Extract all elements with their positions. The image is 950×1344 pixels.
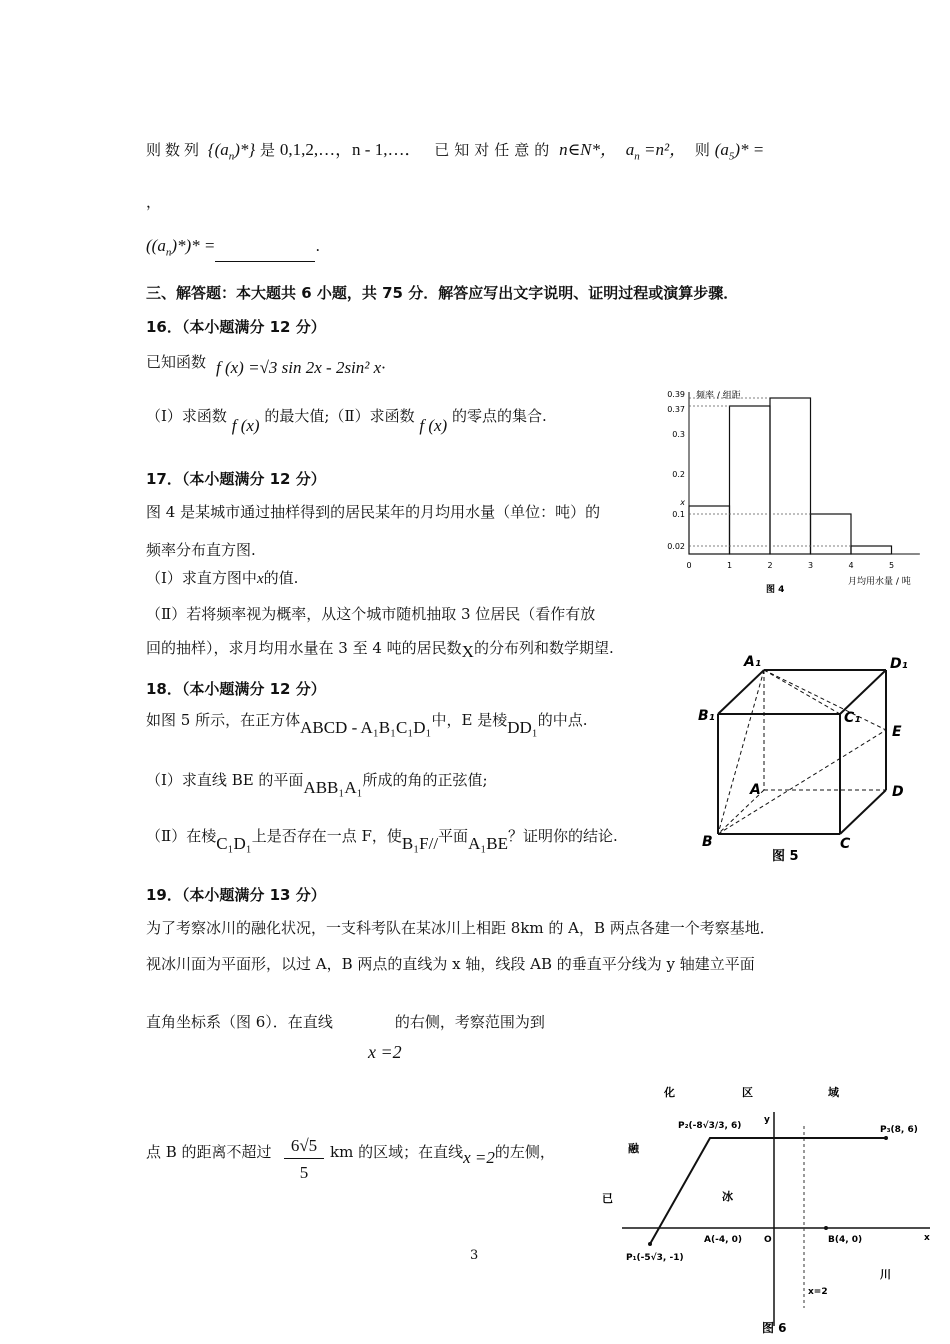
q19-frac-num: 6√5 [284, 1136, 324, 1159]
q18-cube: ABCD - A₁B₁C₁D₁ [300, 718, 432, 737]
q19-l4b: km 的区域；在直线 [330, 1143, 464, 1161]
math-an: $a_n =n^2$， [625, 140, 687, 163]
q16-fx2: f (x) [419, 416, 448, 435]
q18-p1b: 所成的角的正弦值; [362, 771, 488, 789]
label-b: B [702, 834, 713, 850]
section-3-title: 三、解答题：本大题共 6 小题，共 75 分．解答应写出文字说明、证明过程或演算步骤． [146, 284, 739, 302]
q17-X: X [461, 642, 474, 661]
q16-function-expr: f (x) =√3 sin 2x - 2sin² x [216, 358, 382, 377]
fig4-y-tick-label: 0.3 [672, 430, 685, 439]
label-x-axis: x [924, 1233, 930, 1243]
figure-5-cube [696, 650, 918, 866]
q17-part2c: 的分布列和数学期望. [473, 639, 614, 657]
q16-fx1: f (x) [231, 416, 260, 435]
text-known: 已知对任意的 [434, 141, 555, 159]
q19-line-x2: x =2 [368, 1042, 402, 1062]
q18-part2 [146, 826, 618, 853]
point-p3 [884, 1136, 888, 1140]
fig6-caption: 图 6 [762, 1321, 787, 1335]
fig4-y-tick-label: 0.1 [672, 510, 685, 519]
label-p1: P₁(-5√3, -1) [626, 1253, 684, 1263]
label-origin: O [764, 1235, 772, 1245]
q17-heading: 17．（本小题满分 12 分） [146, 470, 326, 488]
label-c: C [840, 836, 851, 852]
fig4-bar [851, 546, 892, 554]
fig4-x-tick-label: 4 [848, 561, 854, 570]
q19-frac-den: 5 [299, 1163, 309, 1182]
q19-line1: 为了考察冰川的融化状况，一支科考队在某冰川上相距 8km 的 A，B 两点各建一个考察基地． [146, 919, 775, 937]
q19-line2: 视冰川面为平面形，以过 A，B 两点的直线为 x 轴，线段 AB 的垂直平分线为 y 轴建立平面 [146, 955, 755, 973]
math-cond: n∈N*， [559, 140, 617, 159]
q19-line4 [146, 1142, 272, 1162]
page-number: 3 [470, 1248, 479, 1263]
q19-l3b: 的右侧，考察范围为到 [394, 1013, 545, 1031]
q17-part2b [146, 638, 614, 661]
fig4-x-tick-label: 0 [686, 561, 692, 570]
text-prefix: 则数列 [146, 141, 204, 159]
label-a1: A₁ [744, 654, 761, 670]
sequence-statement-line [146, 140, 764, 166]
label-c1: C₁ [844, 710, 861, 726]
fig4-xlabel: 月均用水量 / 吨 [848, 577, 911, 587]
edge-d1-c1 [840, 670, 886, 714]
q18-line1 [146, 710, 588, 737]
region-qu: 区 [742, 1086, 753, 1099]
label-a: A [750, 782, 761, 798]
q16-part1: （Ⅰ）求函数 [146, 407, 227, 425]
label-y-axis: y [764, 1115, 770, 1125]
q18-plane-abb1a1: ABB₁A₁ [303, 778, 363, 797]
fig4-y-tick-label: 0.39 [667, 390, 685, 399]
label-e: E [892, 724, 902, 740]
answer-blank[interactable] [215, 243, 315, 262]
fig4-y-tick-label: 0.02 [667, 542, 685, 551]
q18-p2b: 上是否存在一点 F，使 [251, 827, 402, 845]
q18-p1a: （Ⅰ）求直线 BE 的平面 [146, 771, 304, 789]
q19-l4c: 的左侧， [494, 1143, 555, 1161]
edge-a1-b1 [718, 670, 764, 714]
q18-dd1: DD₁ [507, 718, 538, 737]
label-x2-line: x=2 [808, 1287, 828, 1297]
q18-p2c: 平面 [438, 827, 469, 845]
q18-l1b: 中，E 是棱 [431, 711, 508, 729]
label-p2: P₂(-8√3/3, 6) [678, 1121, 742, 1131]
region-chuan: 川 [880, 1268, 891, 1281]
fig4-y-tick-label: x [680, 498, 685, 507]
fig4-bar [689, 506, 730, 554]
q19-l4x: x =2 [463, 1148, 495, 1167]
fig4-ylabel: 频率 / 组距 [696, 391, 741, 401]
point-b [824, 1226, 828, 1230]
q17-x: x [256, 571, 264, 587]
label-d1: D₁ [890, 656, 908, 672]
fig4-y-tick-label: 0.37 [667, 405, 685, 414]
fig4-bar [811, 514, 852, 554]
q18-plane-a1be: A₁BE [468, 834, 508, 853]
fig4-bar [730, 406, 771, 554]
label-b1: B₁ [698, 708, 715, 724]
q18-part1 [146, 770, 488, 797]
fig4-x-tick-label: 1 [726, 561, 733, 570]
label-d: D [892, 784, 904, 800]
point-p1 [648, 1242, 652, 1246]
q19-l3a: 直角坐标系（图 6）．在直线 [146, 1013, 333, 1031]
math-seq: $\{(a_n)*\}$ [207, 140, 256, 163]
fig4-x-tick-label: 5 [888, 561, 895, 570]
q17-part2a: （Ⅱ）若将频率视为概率，从这个城市随机抽取 3 位居民（看作有放 [146, 605, 596, 623]
q16-heading: 16．（本小题满分 12 分） [146, 318, 326, 336]
label-b-point: B(4, 0) [828, 1235, 863, 1245]
q17-part1-end: 的值. [263, 569, 299, 587]
q18-edge-c1d1: C₁D₁ [216, 834, 252, 853]
line-a1-c1 [764, 670, 840, 714]
region-yi: 已 [602, 1192, 613, 1205]
q18-p2a: （Ⅱ）在棱 [146, 827, 217, 845]
fig4-y-tick-label: 0.2 [672, 470, 685, 479]
q18-b1f-parallel: B₁F// [401, 834, 439, 853]
q17-part1-text: （Ⅰ）求直方图中 [146, 569, 257, 587]
q17-part1 [146, 568, 298, 589]
math-a5: $(a_5)*$ = [714, 140, 765, 163]
q19-fraction [284, 1136, 324, 1183]
comma-line: ， [146, 193, 162, 211]
text-is: 是 [260, 141, 276, 159]
q18-l1c: 的中点. [537, 711, 588, 729]
math-values: 0,1,2,…，n - 1,…． [279, 140, 422, 159]
q17-line1: 图 4 是某城市通过抽样得到的居民某年的月均用水量（单位：吨）的 [146, 503, 601, 521]
region-yu: 域 [828, 1086, 839, 1099]
q17-line2: 频率分布直方图. [146, 541, 256, 559]
q18-l1a: 如图 5 所示，在正方体 [146, 711, 301, 729]
region-bing: 冰 [722, 1190, 733, 1203]
text-then: 则 [694, 141, 710, 159]
double-star-line [146, 236, 320, 262]
q19-heading: 19．（本小题满分 13 分） [146, 886, 326, 904]
q16-part2b: 的零点的集合. [452, 407, 547, 425]
figure-4-histogram [652, 384, 928, 596]
q18-heading: 18．（本小题满分 12 分） [146, 680, 326, 698]
fig4-bar [770, 398, 811, 554]
figure-6-coordinates [596, 1076, 940, 1338]
q17-part2b-text: 回的抽样），求月均用水量在 3 至 4 吨的居民数 [146, 639, 462, 657]
q18-p2d: ？证明你的结论. [508, 827, 618, 845]
line-a1-e [764, 670, 886, 730]
q16-dot: · [381, 358, 386, 377]
q16-intro-text: 已知函数 [146, 353, 207, 371]
fig4-x-tick-label: 3 [807, 561, 814, 570]
q16-intro [146, 352, 206, 372]
fig4-caption: 图 4 [766, 585, 785, 595]
q16-function [216, 358, 385, 378]
edge-c-d [840, 790, 886, 834]
q19-l4a: 点 B 的距离不超过 [146, 1143, 272, 1161]
q16-part1b: 的最大值;（Ⅱ）求函数 [264, 407, 415, 425]
fig4-x-tick-label: 2 [767, 561, 773, 570]
fig5-caption: 图 5 [772, 849, 799, 864]
q19-line3 [146, 1012, 545, 1032]
region-hua: 化 [664, 1086, 675, 1099]
label-p3: P₃(8, 6) [880, 1125, 918, 1135]
q16-parts [146, 406, 547, 435]
region-rong: 融 [628, 1142, 639, 1155]
label-a-point: A(-4, 0) [704, 1235, 743, 1245]
q19-line4b [330, 1142, 555, 1167]
math-double-star: $((a_n)*)*$ = [146, 236, 216, 259]
line-a1-b [718, 670, 764, 834]
period: . [315, 237, 321, 255]
